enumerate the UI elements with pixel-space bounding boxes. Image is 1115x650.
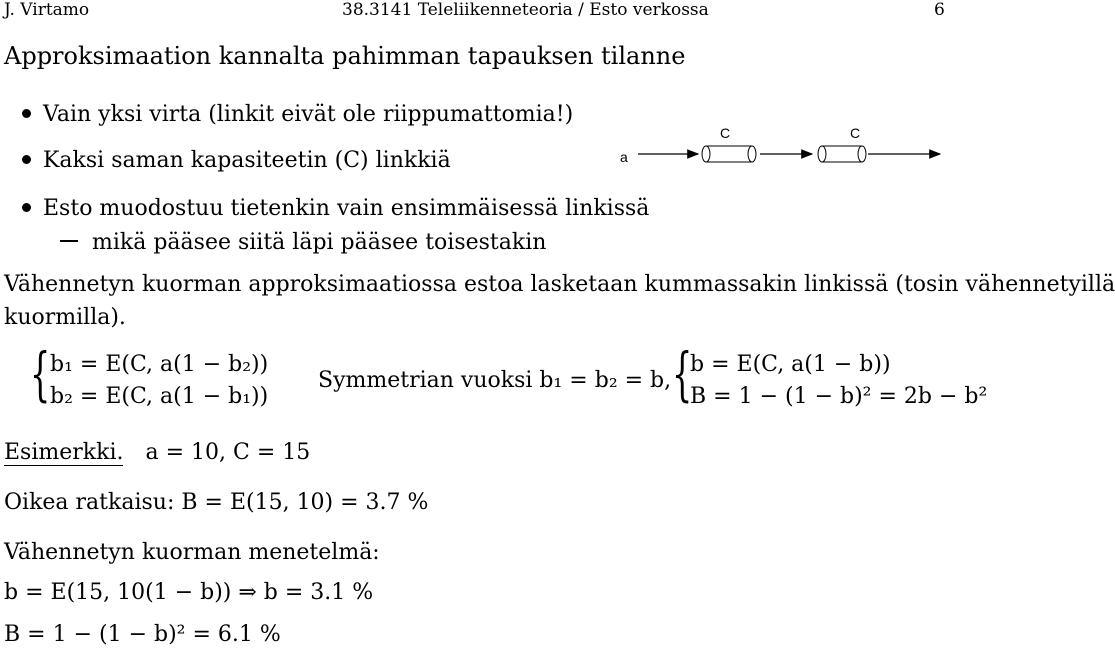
diagram-input-label: a (620, 149, 628, 165)
left-brace: { (30, 340, 51, 408)
equation-b1: b₁ = E(C, a(1 − b₂)) (50, 352, 269, 377)
header-author: J. Virtamo (4, 0, 90, 20)
equation-B: B = 1 − (1 − b)² = 2b − b² (690, 384, 988, 409)
bullet-icon (22, 203, 31, 212)
paragraph-line: kuormilla). (4, 305, 126, 330)
bullet-item (22, 196, 649, 221)
link-2-cylinder (818, 146, 866, 162)
link-1-cylinder (702, 146, 756, 162)
page-number: 6 (934, 0, 945, 20)
paragraph-line: Vähennetyn kuorman approksimaatiossa estoa lasketaan kummassakin linkissä (tosin vähennetyillä (4, 272, 1115, 297)
bullet-text: Kaksi saman kapasiteetin (C) linkkiä (43, 148, 451, 173)
equation-b: b = E(C, a(1 − b)) (690, 352, 891, 377)
link-diagram (600, 118, 950, 178)
bullet-icon (22, 109, 31, 118)
correct-solution: Oikea ratkaisu: B = E(15, 10) = 3.7 % (4, 490, 429, 515)
bullet-item (22, 102, 573, 127)
result-B: B = 1 − (1 − b)² = 6.1 % (4, 622, 281, 647)
bullet-item (22, 148, 451, 173)
link-1-label: C (720, 125, 731, 141)
dash-icon (60, 240, 78, 242)
symmetry-text: Symmetrian vuoksi b₁ = b₂ = b, (318, 368, 672, 393)
right-system-brace: { (672, 340, 693, 408)
sub-bullet-text: mikä pääsee siitä läpi pääsee toisestakin (92, 230, 547, 255)
bullet-text: Esto muodostuu tietenkin vain ensimmäisessä linkissä (43, 196, 650, 221)
example-values: a = 10, C = 15 (145, 440, 311, 465)
example-line (4, 440, 310, 465)
example-label: Esimerkki. (4, 440, 124, 465)
result-b: b = E(15, 10(1 − b)) ⇒ b = 3.1 % (4, 580, 374, 605)
equation-b2: b₂ = E(C, a(1 − b₁)) (50, 384, 269, 409)
bullet-icon (22, 155, 31, 164)
header-course: 38.3141 Teleliikenneteoria / Esto verkossa (342, 0, 709, 20)
slide-title: Approksimaation kannalta pahimman tapauksen tilanne (4, 42, 686, 70)
sub-bullet-item (60, 230, 546, 255)
bullet-text: Vain yksi virta (linkit eivät ole riippumattomia!) (43, 102, 574, 127)
method-label: Vähennetyn kuorman menetelmä: (4, 540, 380, 565)
link-2-label: C (850, 125, 861, 141)
